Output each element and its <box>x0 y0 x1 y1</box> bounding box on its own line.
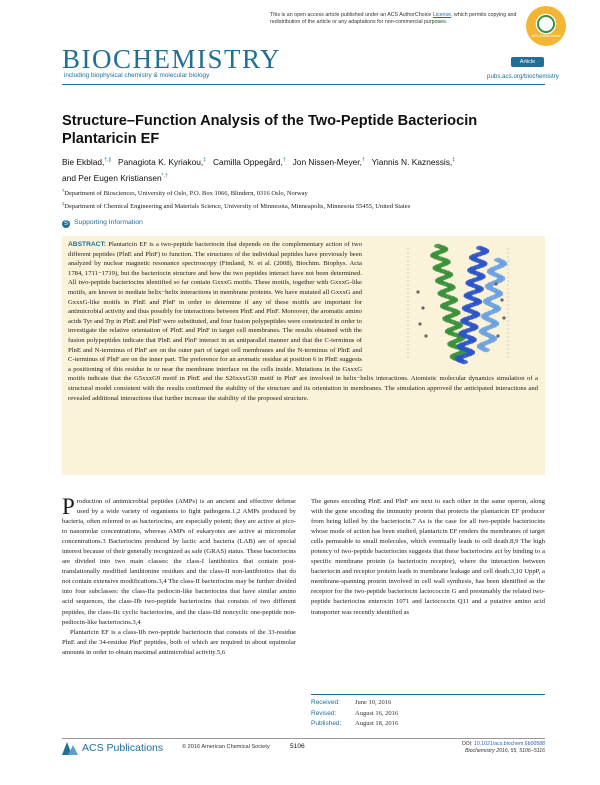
badge-ring-icon <box>537 15 555 33</box>
affiliation: ‡Department of Chemical Engineering and Materials Science, University of Minnesota, Minneapolis, Minnesota 55455, United States <box>62 201 411 211</box>
supporting-info-icon: S <box>63 221 68 227</box>
author[interactable]: Yiannis N. Kaznessis,‡ <box>371 156 456 167</box>
article-dates <box>311 694 545 730</box>
oa-notice-text: This is an open access article published under an ACS AuthorChoice <box>270 12 433 18</box>
residue-marker <box>424 334 427 337</box>
paragraph: Plantaricin EF is a class-IIb two-peptide bacteriocin that consists of the 33-residue PlnE and the 34-residue PlnF peptides, both of which are required in about equimolar amounts in order to obtain maximal antimicrobial activity.5,6 <box>62 628 296 656</box>
author-list <box>62 153 552 185</box>
author[interactable]: Bie Ekblad,†,∥ <box>62 156 112 167</box>
abstract <box>68 240 538 403</box>
date-revised: Revised: August 16, 2016 <box>311 709 399 717</box>
doi-link[interactable]: 10.1021/acs.biochem.6b00588 <box>474 741 545 747</box>
footer-divider <box>62 738 545 739</box>
date-published: Published: August 18, 2016 <box>311 720 399 727</box>
residue-marker <box>416 290 419 293</box>
residue-marker <box>500 298 503 301</box>
journal-url[interactable]: pubs.acs.org/biochemistry <box>487 73 559 80</box>
article-type-tag: Article <box>511 57 544 67</box>
author[interactable]: and Per Eugen Kristiansen*,† <box>62 172 168 183</box>
dropcap: P <box>62 494 75 519</box>
page-number: 5106 <box>290 743 305 750</box>
publisher-name: ACS Publications <box>82 742 164 754</box>
header-divider <box>62 84 545 85</box>
residue-marker <box>502 316 505 319</box>
copyright: © 2016 American Chemical Society <box>182 744 270 750</box>
date-received: Received: June 10, 2016 <box>311 699 392 706</box>
residue-marker <box>421 306 424 309</box>
affiliation: †Department of Biosciences, University of Oslo, P.O. Box 1066, Blindern, 0316 Oslo, Norway <box>62 188 308 198</box>
journal-name: BIOCHEMISTRY <box>62 44 282 74</box>
citation: Biochemistry 2016, 55, 5106−5116 <box>465 748 545 754</box>
author[interactable]: Panagiota K. Kyriakou,‡ <box>118 156 207 167</box>
paragraph: The genes encoding PlnE and PlnF are next to each other in the same operon, along with the gene encoding the immunity protein that protects the plantaricin EF producer from being killed by the bacteriocin.7 As is the case for all two-peptide bacteriocins whose mode of action has been studied, plantaricin EF renders the membranes of target cells permeable to small molecules, which eventually leads to cell death.8,9 The high potency of two-peptide bacteriocins suggests that these bacteriocins act by binding to a specific membrane protein (a bacteriocin receptor), where the interaction between bacteriocin and receptor protein leads to membrane leakage and cell death.3,10 UppP, a membrane-spanning protein involved in cell wall synthesis, has been identified as the receptor for the two-peptide bacteriocin lactococcin G and presumably the related two-peptide bacteriocins enterocin 1071 and lactococcin Q11 and a putative amino acid transporter was recently identified as <box>311 498 545 616</box>
acs-logo-icon <box>62 742 78 755</box>
body-column-left <box>62 494 296 658</box>
supporting-info-link[interactable] <box>62 219 143 228</box>
oa-notice-text-end: , which permits copying and redistribution of the article or any adaptations for non-commercial purposes. <box>270 12 517 25</box>
article-title: Structure–Function Analysis of the Two-Peptide Bacteriocin Plantaricin EF <box>62 113 478 147</box>
abstract-label: ABSTRACT: <box>68 241 106 248</box>
open-access-notice <box>270 12 520 26</box>
residue-marker <box>418 322 421 325</box>
helix-segment <box>482 348 490 352</box>
residue-marker <box>494 282 497 285</box>
license-link[interactable]: License <box>432 12 452 18</box>
residue-marker <box>496 334 499 337</box>
helix-structure-figure <box>368 240 538 368</box>
supporting-info-label: Supporting Information <box>74 219 143 226</box>
toc-graphic <box>368 240 538 368</box>
authorchoice-badge <box>526 6 566 46</box>
affiliations <box>62 186 552 212</box>
doi-block: DOI: 10.1021/acs.biochem.6b00588 Biochemistry 2016, 55, 5106−5116 <box>451 741 545 755</box>
journal-subtitle: including biophysical chemistry & molecular biology <box>64 72 210 79</box>
paragraph: roduction of antimicrobial peptides (AMPs) is an ancient and effective defense used by a wide variety of organisms to fight pathogens.1,2 AMPs produced by bacteria, often referred to as bacteriocins, are especially potent; they are active at pico- to nanomolar concentrations, whereas AMPs of eukaryotes are active at micromolar concentrations.3 Bacteriocins produced by lactic acid bacteria (LAB) are of special interest because of their generally recognized as safe (GRAS) status. These bacteriocins are divided into two main classes: the class-I lantibiotics that contain post-translationally modified lanthionine residues and the class-II non-lantibiotics that do not contain extensive modifications.3,4 The class-II bacteriocins may be further divided into four subclasses: the class-IIa pediocin-like bacteriocins that have similar amino acid sequences, the class-IIb two-peptide bacteriocins that consists of two different peptides, the class-IIc cyclic bacteriocins, and the class-IId noncyclic one-peptide non-pediocin-like bacteriocins.3,4 <box>62 498 296 626</box>
helix-segment <box>460 360 468 364</box>
author[interactable]: Camilla Oppegård,† <box>213 156 286 167</box>
body-column-right <box>311 497 545 618</box>
abstract-text: Plantaricin EF is a two-peptide bacteriocin that depends on the complementary action of two different peptides (PlnE and PlnF) to function. The structures of the individual peptides have previously been analyzed by nuclear magnetic resonance spectroscopy (Fimland, N. et al. (2008), Biochim. Biophys. Acta 1784, 1711−1719), but the bacteriocin structure and how the two peptides interact have not been determined. All two-peptide bacteriocins identified so far contain GxxxG motifs. These motifs, together with GxxxG-like motifs, are known to mediate helix−helix interactions in membrane proteins. We have mutated all GxxxG and GxxxG-like motifs in PlnE and PlnF in order to determine if any of these motifs are important for antimicrobial activity and thus possibly for interactions between PlnE and PlnF. Moreover, the aromatic amino acids Tyr and Trp in PlnE and PlnF were substituted, and four fusion polypeptides were constructed in order to investigate the relative orientation of PlnE and PlnF in target cell membranes. The results obtained with the fusion polypeptides indicate that PlnE and PlnF interact in an antiparallel manner and that the C-terminus of PlnE and N-terminus of PlnF are on the outer part of target cell membranes and the N-terminus of PlnE and C-terminus of PlnF are on the inner part. The preference for an aromatic residue at position 6 in PlnE suggests a positioning of this residue in or near the membrane interface on the cells inside. Mutations in the GxxxG motifs indicate that the G5xxxG9 motif in PlnE and the S26xxxG30 motif in PlnF are involved in helix−helix interactions. Atomistic molecular dynamics simulation of a structural model consistent with the results confirmed the stability of the structure and its orientation in membranes. The simulation approved the anticipated interactions and revealed additional interactions that further increase the stability of the proposed structure. <box>68 241 538 402</box>
author[interactable]: Jon Nissen-Meyer,† <box>292 156 365 167</box>
badge-label: ACS AuthorChoice <box>531 34 561 38</box>
